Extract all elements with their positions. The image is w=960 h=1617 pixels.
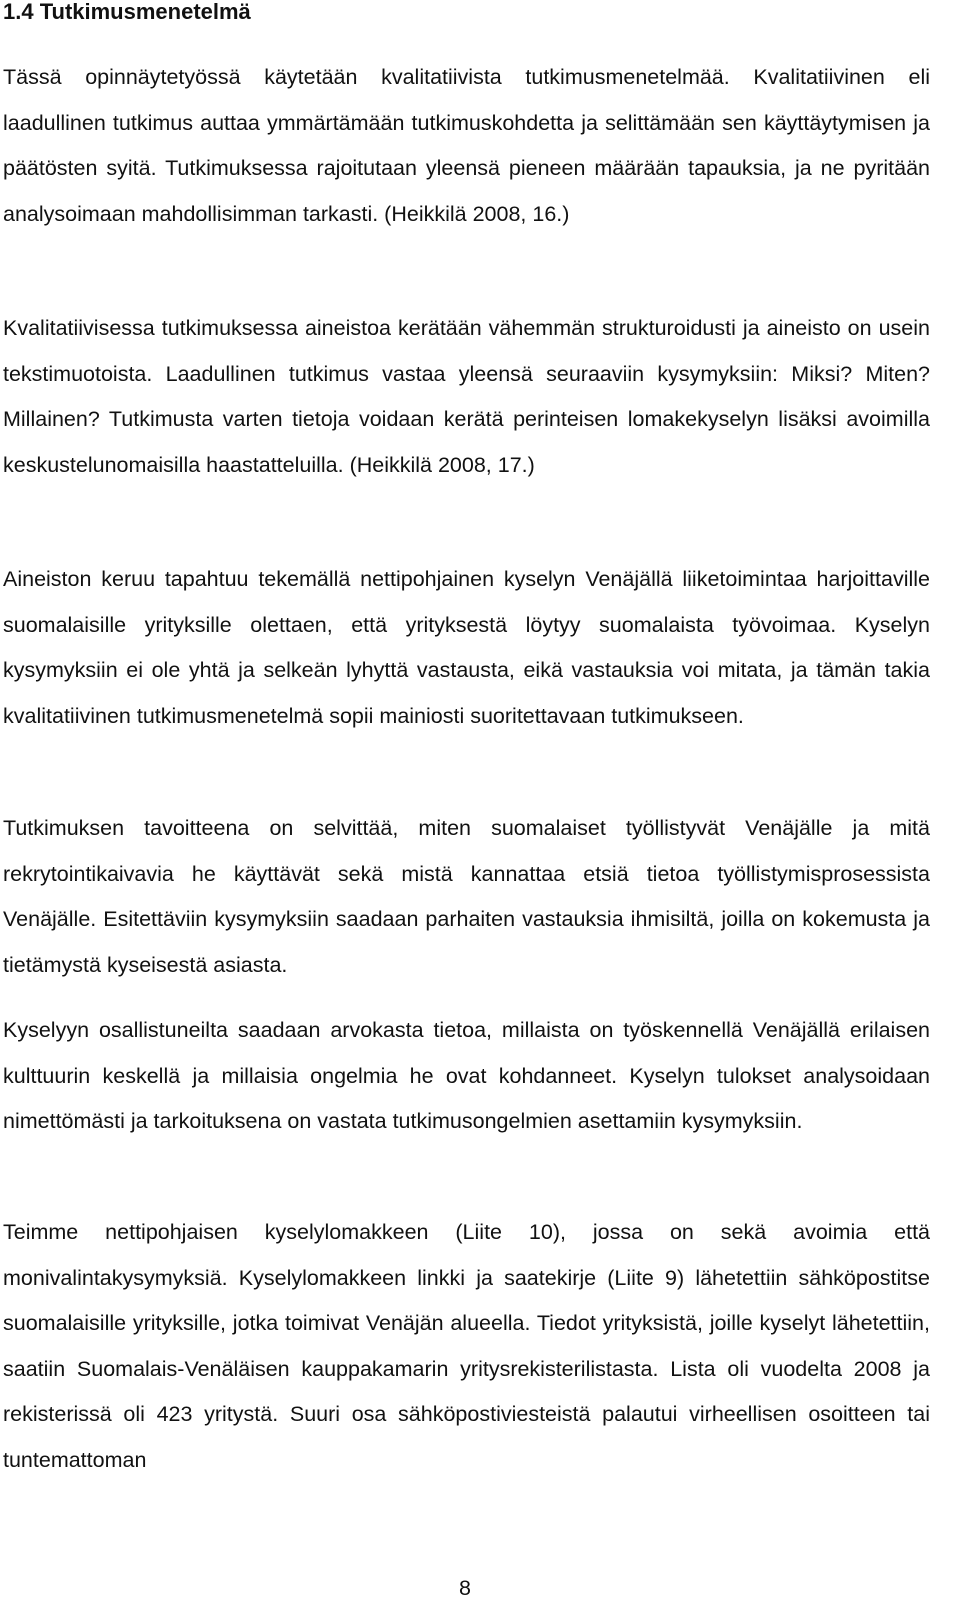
page-number: 8	[459, 1576, 471, 1600]
paragraph-qualitative-data: Kvalitatiivisessa tutkimuksessa aineistoa kerätään vähemmän strukturoidusti ja aineisto on usein tekstimuotoista. Laadullinen tutkimus vastaa yleensä seuraaviin kysymyksiin: Miksi? Miten? Millainen? Tutkimusta varten tietoja voidaan kerätä perinteisen lomakekyselyn lisäksi avoimilla keskustelunomaisilla haastatteluilla. (Heikkilä 2008, 17.)	[3, 316, 930, 477]
paragraph-survey-form: Teimme nettipohjaisen kyselylomakkeen (Liite 10), jossa on sekä avoimia että monivalintakysymyksiä. Kyselylomakkeen linkki ja saatekirje (Liite 9) lähetettiin sähköpostitse suomalaisille yrityksille, jotka toimivat Venäjän alueella. Tiedot yrityksistä, joille kyselyt lähetettiin, saatiin Suomalais-Venäläisen kauppakamarin yritysrekisterilistasta. Lista oli vuodelta 2008 ja rekisterissä oli 423 yritystä. Suuri osa sähköpostiviesteistä palautui virheellisen osoitteen tai tuntemattoman	[3, 1220, 930, 1472]
section-heading: 1.4 Tutkimusmenetelmä	[3, 0, 251, 24]
paragraph-survey-analysis: Kyselyyn osallistuneilta saadaan arvokasta tietoa, millaista on työskennellä Venäjällä erilaisen kulttuurin keskellä ja millaisia ongelmia he ovat kohdanneet. Kyselyn tulokset analysoidaan nimettömästi ja tarkoituksena on vastata tutkimusongelmien asettamiin kysymyksiin.	[3, 1018, 930, 1133]
paragraph-research-goal: Tutkimuksen tavoitteena on selvittää, miten suomalaiset työllistyvät Venäjälle ja mitä rekrytointikaivavia he käyttävät sekä mistä kannattaa etsiä tietoa työllistymisprosessista Venäjälle. Esitettäviin kysymyksiin saadaan parhaiten vastauksia ihmisiltä, joilla on kokemusta ja tietämystä kyseisestä asiasta.	[3, 816, 930, 977]
paragraph-method-intro: Tässä opinnäytetyössä käytetään kvalitatiivista tutkimusmenetelmää. Kvalitatiivinen eli laadullinen tutkimus auttaa ymmärtämään tutkimuskohdetta ja selittämään sen käyttäytymisen ja päätösten syitä. Tutkimuksessa rajoitutaan yleensä pieneen määrään tapauksia, ja ne pyritään analysoimaan mahdollisimman tarkasti. (Heikkilä 2008, 16.)	[3, 65, 930, 226]
paragraph-data-collection: Aineiston keruu tapahtuu tekemällä nettipohjainen kyselyn Venäjällä liiketoimintaa harjoittaville suomalaisille yrityksille olettaen, että yrityksestä löytyy suomalaista työvoimaa. Kyselyn kysymyksiin ei ole yhtä ja selkeän lyhyttä vastausta, eikä vastauksia voi mitata, ja tämän takia kvalitatiivinen tutkimusmenetelmä sopii mainiosti suoritettavaan tutkimukseen.	[3, 567, 930, 728]
